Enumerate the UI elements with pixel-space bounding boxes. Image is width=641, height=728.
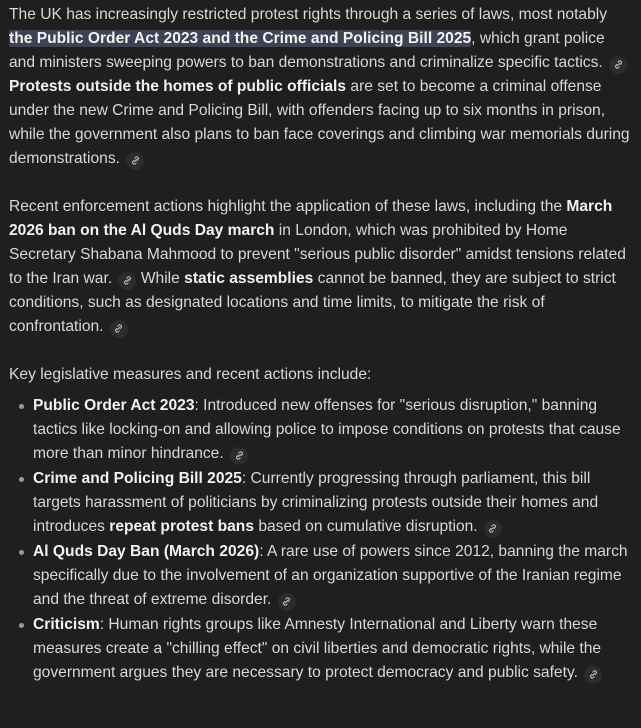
citation-link-icon[interactable] [230,447,248,465]
citation-link-icon[interactable] [584,666,602,684]
bold-phrase: March 2026 ban on the Al Quds Day march [9,198,613,239]
list-item-text: : Human rights groups like Amnesty International and Liberty warn these measures create a "chilling effect" on civil liberties and democratic rights, while the government argues they are necessary to protect democracy and public safety. [33,616,602,681]
list-item [9,613,633,685]
paragraph-text: are set to become a criminal offense under the new Crime and Policing Bill, with offenders facing up to six months in prison, while the government also plans to ban face coverings and climbing war memorials during demonstrations. [9,78,630,167]
bullet-dot-icon [19,404,24,409]
list-item-title: Public Order Act 2023 [33,397,195,414]
paragraph-text: in London, which was prohibited by Home Secretary Shabana Mahmood to prevent "serious public disorder" amidst tensions related to the Iran war. [9,222,626,287]
paragraph-text: Recent enforcement actions highlight the application of these laws, including the [9,198,567,215]
citation-link-icon[interactable] [110,320,128,338]
paragraph-text: While [136,270,185,287]
paragraph-text: , which grant police and ministers sweeping powers to ban demonstrations and criminalize specific tactics. [9,30,608,71]
list-item-text: : Currently progressing through parliament, this bill targets harassment of politicians by criminalizing protests outside their homes and introduces [33,470,599,535]
bullet-dot-icon [19,623,24,628]
paragraph-1 [9,3,633,171]
bullet-dot-icon [19,477,24,482]
list-item-title: Al Quds Day Ban (March 2026) [33,543,260,560]
list-item [9,540,633,612]
paragraph-text: The UK has increasingly restricted protest rights through a series of laws, most notably [9,6,608,23]
bold-phrase: Protests outside the homes of public officials [9,78,347,95]
citation-link-icon[interactable] [484,520,502,538]
bullet-dot-icon [19,550,24,555]
paragraph-text: cannot be banned, they are subject to strict conditions, such as designated locations and time limits, to mitigate the risk of confrontation. [9,270,616,335]
list-item [9,394,633,466]
bold-phrase: repeat protest bans [109,518,254,535]
citation-link-icon[interactable] [609,56,627,74]
list-item-text: based on cumulative disruption. [254,518,482,535]
list-item-title: Criticism [33,616,100,633]
citation-link-icon[interactable] [118,272,136,290]
list-item-title: Crime and Policing Bill 2025 [33,470,242,487]
paragraph-2 [9,195,633,339]
citation-link-icon[interactable] [126,152,144,170]
bold-phrase: static assemblies [184,270,314,287]
list-item [9,467,633,539]
list-intro: Key legislative measures and recent actions include: [9,366,372,383]
highlighted-phrase[interactable]: the Public Order Act 2023 and the Crime and Policing Bill 2025 [9,30,472,47]
bullet-list [9,394,633,685]
citation-link-icon[interactable] [278,593,296,611]
list-item-text: : Introduced new offenses for "serious disruption," banning tactics like locking-on and allowing police to impose conditions on protests that cause more than minor hindrance. [33,397,621,462]
list-item-text: : A rare use of powers since 2012, banning the march specifically due to the involvement of an organization supportive of the Iranian regime and the threat of extreme disorder. [33,543,628,608]
